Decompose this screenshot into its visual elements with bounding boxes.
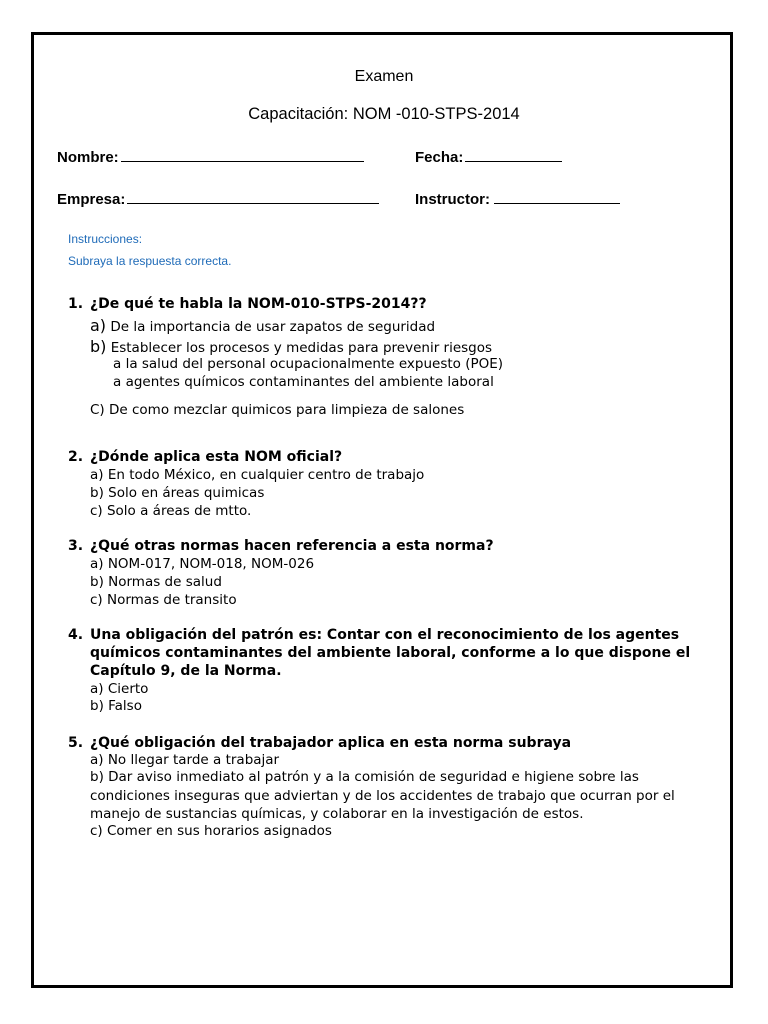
option-text: De como mezclar quimicos para limpieza de salones [109, 402, 465, 418]
question-2-text: ¿Dónde aplica esta NOM oficial? [90, 449, 343, 465]
instructions-text: Subraya la respuesta correcta. [68, 254, 232, 268]
question-3-option-b[interactable]: b) Normas de salud [90, 574, 222, 590]
instructions-label: Instrucciones: [68, 232, 143, 246]
question-5-option-b-line-1[interactable]: b) Dar aviso inmediato al patrón y a la comisión de seguridad e higiene sobre las [90, 769, 639, 785]
nombre-field [57, 149, 364, 166]
question-4-number: 4. [68, 627, 84, 643]
fecha-label: Fecha: [415, 149, 464, 166]
question-4-line-2: químicos contaminantes del ambiente laboral, conforme a lo que dispone el [90, 645, 691, 661]
question-3-text: ¿Qué otras normas hacen referencia a esta norma? [90, 538, 494, 554]
question-4-option-b[interactable]: b) Falso [90, 698, 142, 714]
exam-subtitle: Capacitación: NOM -010-STPS-2014 [248, 105, 520, 123]
question-5-option-a[interactable]: a) No llegar tarde a trabajar [90, 752, 280, 768]
question-5-option-b-line-2: condiciones inseguras que adviertan y de los accidentes de trabajo que ocurran por el [90, 788, 675, 804]
question-4-line-3: Capítulo 9, de la Norma. [90, 663, 282, 679]
question-1-option-b[interactable] [90, 337, 492, 356]
instructor-blank[interactable] [494, 202, 620, 204]
empresa-field [57, 191, 379, 208]
empresa-label: Empresa: [57, 191, 126, 208]
option-letter: a) [90, 316, 107, 335]
question-4-line-1: Una obligación del patrón es: Contar con el reconocimiento de los agentes [90, 627, 680, 643]
question-2-number: 2. [68, 449, 84, 465]
option-letter: b) [90, 337, 107, 356]
question-5-text: ¿Qué obligación del trabajador aplica en esta norma subraya [90, 735, 572, 751]
question-5-number: 5. [68, 735, 84, 751]
nombre-label: Nombre: [57, 149, 119, 166]
question-1-option-c[interactable] [90, 402, 464, 418]
question-2-option-b[interactable]: b) Solo en áreas quimicas [90, 485, 265, 501]
instructor-field [415, 191, 620, 208]
fecha-blank[interactable] [465, 160, 562, 162]
instructor-label: Instructor: [415, 191, 490, 208]
question-1-text: ¿De qué te habla la NOM-010-STPS-2014?? [90, 296, 427, 312]
question-1-option-b-line-3: a agentes químicos contaminantes del ambiente laboral [113, 374, 494, 390]
question-1-option-a[interactable] [90, 316, 435, 335]
question-5-option-c[interactable]: c) Comer en sus horarios asignados [90, 823, 332, 839]
option-letter: C) [90, 402, 105, 418]
option-text: Establecer los procesos y medidas para prevenir riesgos [110, 340, 493, 356]
question-2-option-a[interactable]: a) En todo México, en cualquier centro de trabajo [90, 467, 425, 483]
question-1-option-b-line-2: a la salud del personal ocupacionalmente expuesto (POE) [113, 356, 504, 372]
option-text: De la importancia de usar zapatos de seguridad [110, 319, 436, 335]
question-2-option-c[interactable]: c) Solo a áreas de mtto. [90, 503, 252, 519]
question-4-option-a[interactable]: a) Cierto [90, 681, 149, 697]
nombre-blank[interactable] [121, 160, 364, 162]
question-3-option-c[interactable]: c) Normas de transito [90, 592, 237, 608]
exam-title: Examen [354, 68, 414, 85]
question-3-option-a[interactable]: a) NOM-017, NOM-018, NOM-026 [90, 556, 315, 572]
empresa-blank[interactable] [127, 202, 379, 204]
question-3-number: 3. [68, 538, 84, 554]
fecha-field [415, 149, 562, 166]
question-5-option-b-line-3: manejo de sustancias químicas, y colaborar en la investigación de estos. [90, 806, 584, 822]
question-1-number: 1. [68, 296, 84, 312]
